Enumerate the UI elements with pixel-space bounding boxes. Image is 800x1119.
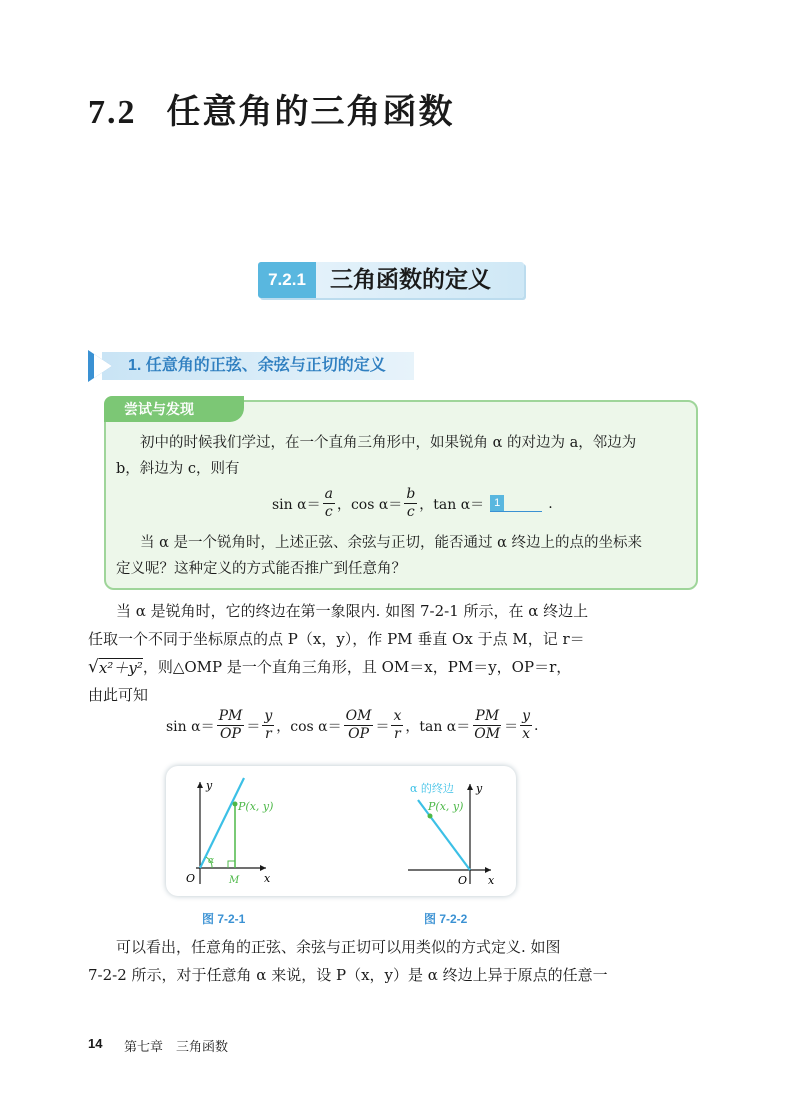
body-line2: 任取一个不同于坐标原点的点 P（x，y），作 PM 垂直 Ox 于点 M，记 r＝ <box>88 630 585 648</box>
try-formula <box>272 486 553 521</box>
def-tan-frac2 <box>520 708 532 743</box>
def-sin-prefix: sin α＝ <box>166 718 215 735</box>
cos-fraction <box>404 486 417 521</box>
fig1-angle-label: α <box>208 856 215 866</box>
body-line3-rest: ，则△OMP 是一个直角三角形，且 OM＝x，PM＝y，OP＝r， <box>142 658 572 676</box>
def-sin-frac2 <box>262 708 274 743</box>
try-para1-line2: b，斜边为 c，则有 <box>116 461 240 477</box>
try-para1-line1: 初中的时候我们学过，在一个直角三角形中，如果锐角 α 的对边为 a，邻边为 <box>140 435 637 451</box>
fig2-x-arrow-icon <box>485 867 491 873</box>
definition-formula <box>166 708 538 743</box>
sqrt-content: x²＋y² <box>98 658 143 677</box>
fig1-x-label: x <box>264 872 271 885</box>
def-tan-eq: ＝ <box>504 718 519 735</box>
figure-panel <box>166 766 516 896</box>
figures-svg <box>166 766 516 896</box>
def-tan-frac1 <box>472 708 502 743</box>
def-tan-d2: x <box>522 726 530 742</box>
def-cos-d2: r <box>394 726 401 742</box>
fig2-point-label: P(x, y) <box>428 800 464 813</box>
fig2-origin-label: O <box>458 874 468 887</box>
chapter-title <box>88 84 455 133</box>
blank-number-badge: 1 <box>490 495 504 511</box>
body-line1: 当 α 是锐角时，它的终边在第一象限内. 如图 7-2-1 所示，在 α 终边上 <box>116 602 589 620</box>
page-number: 14 <box>88 1036 103 1051</box>
body-line4: 由此可知 <box>88 686 149 704</box>
formula-end: . <box>548 495 553 512</box>
figure-7-2-1 <box>186 778 273 886</box>
def-tan-d1: OM <box>474 726 501 742</box>
section-banner <box>258 262 524 298</box>
def-sin-n2: y <box>264 708 273 724</box>
def-tan-n2: y <box>522 708 530 724</box>
fig1-y-label: y <box>206 779 213 792</box>
def-sin-frac1 <box>217 708 245 743</box>
def-sin-eq: ＝ <box>246 718 261 735</box>
tan-prefix: ，tan α＝ <box>419 496 485 513</box>
def-tan-prefix: ，tan α＝ <box>405 718 471 735</box>
def-sin-d1: OP <box>220 726 241 742</box>
section-number: 7.2.1 <box>258 262 316 298</box>
sqrt-symbol: √ <box>88 657 99 677</box>
fig2-point-p <box>428 814 433 819</box>
sin-prefix: sin α＝ <box>272 496 321 513</box>
fig1-origin-label: O <box>186 872 196 885</box>
subsection-title: 1. 任意角的正弦、余弦与正切的定义 <box>128 357 386 374</box>
def-end: . <box>534 717 539 734</box>
cos-num: b <box>406 486 416 502</box>
def-cos-d1: OP <box>348 726 369 742</box>
body-line6: 7-2-2 所示，对于任意角 α 来说，设 P（x，y）是 α 终边上异于原点的任意一 <box>88 966 608 984</box>
chapter-title-text: 任意角的三角函数 <box>166 92 455 132</box>
sin-fraction <box>323 486 335 521</box>
sin-num: a <box>324 486 333 502</box>
cos-prefix: ，cos α＝ <box>336 496 403 513</box>
fig2-side-label: α 的终边 <box>410 782 454 795</box>
figure-7-2-2-caption: 图 7-2-2 <box>424 912 468 926</box>
chevron-inner-icon <box>94 354 112 378</box>
section-title: 三角函数的定义 <box>330 266 491 293</box>
fig1-point-p <box>233 802 238 807</box>
def-cos-frac1 <box>344 708 374 743</box>
figure-7-2-1-caption: 图 7-2-1 <box>202 912 246 926</box>
def-cos-frac2 <box>391 708 403 743</box>
body-line3 <box>88 654 571 680</box>
fig1-y-arrow-icon <box>197 782 203 788</box>
def-tan-n1: PM <box>475 708 500 724</box>
cos-den: c <box>406 504 415 520</box>
fig1-x-arrow-icon <box>260 865 266 871</box>
subsection-banner <box>88 350 416 382</box>
def-cos-prefix: ，cos α＝ <box>276 718 342 735</box>
try-box-tab: 尝试与发现 <box>104 396 244 422</box>
figure-7-2-2 <box>408 781 495 887</box>
try-para2-line2: 定义呢？这种定义的方式能否推广到任意角？ <box>116 561 406 577</box>
answer-blank[interactable] <box>490 495 542 512</box>
body-line5: 可以看出，任意角的正弦、余弦与正切可以用类似的方式定义. 如图 <box>116 938 561 956</box>
fig1-point-label: P(x, y) <box>238 800 274 813</box>
def-cos-n1: OM <box>345 708 372 724</box>
chapter-number: 7.2 <box>88 94 137 131</box>
try-para2-line1: 当 α 是一个锐角时，上述正弦、余弦与正切，能否通过 α 终边上的点的坐标来 <box>140 535 643 551</box>
def-sin-n1: PM <box>218 708 243 724</box>
footer-chapter: 第七章 三角函数 <box>124 1039 229 1054</box>
def-cos-n2: x <box>393 708 402 724</box>
def-cos-eq: ＝ <box>375 718 390 735</box>
fig2-x-label: x <box>488 874 495 887</box>
fig1-right-angle-mark <box>228 861 235 868</box>
fig1-foot-label: M <box>229 875 240 886</box>
fig2-y-arrow-icon <box>467 784 473 790</box>
fig2-y-label: y <box>476 782 483 795</box>
def-sin-d2: r <box>264 726 272 742</box>
sin-den: c <box>324 504 333 520</box>
